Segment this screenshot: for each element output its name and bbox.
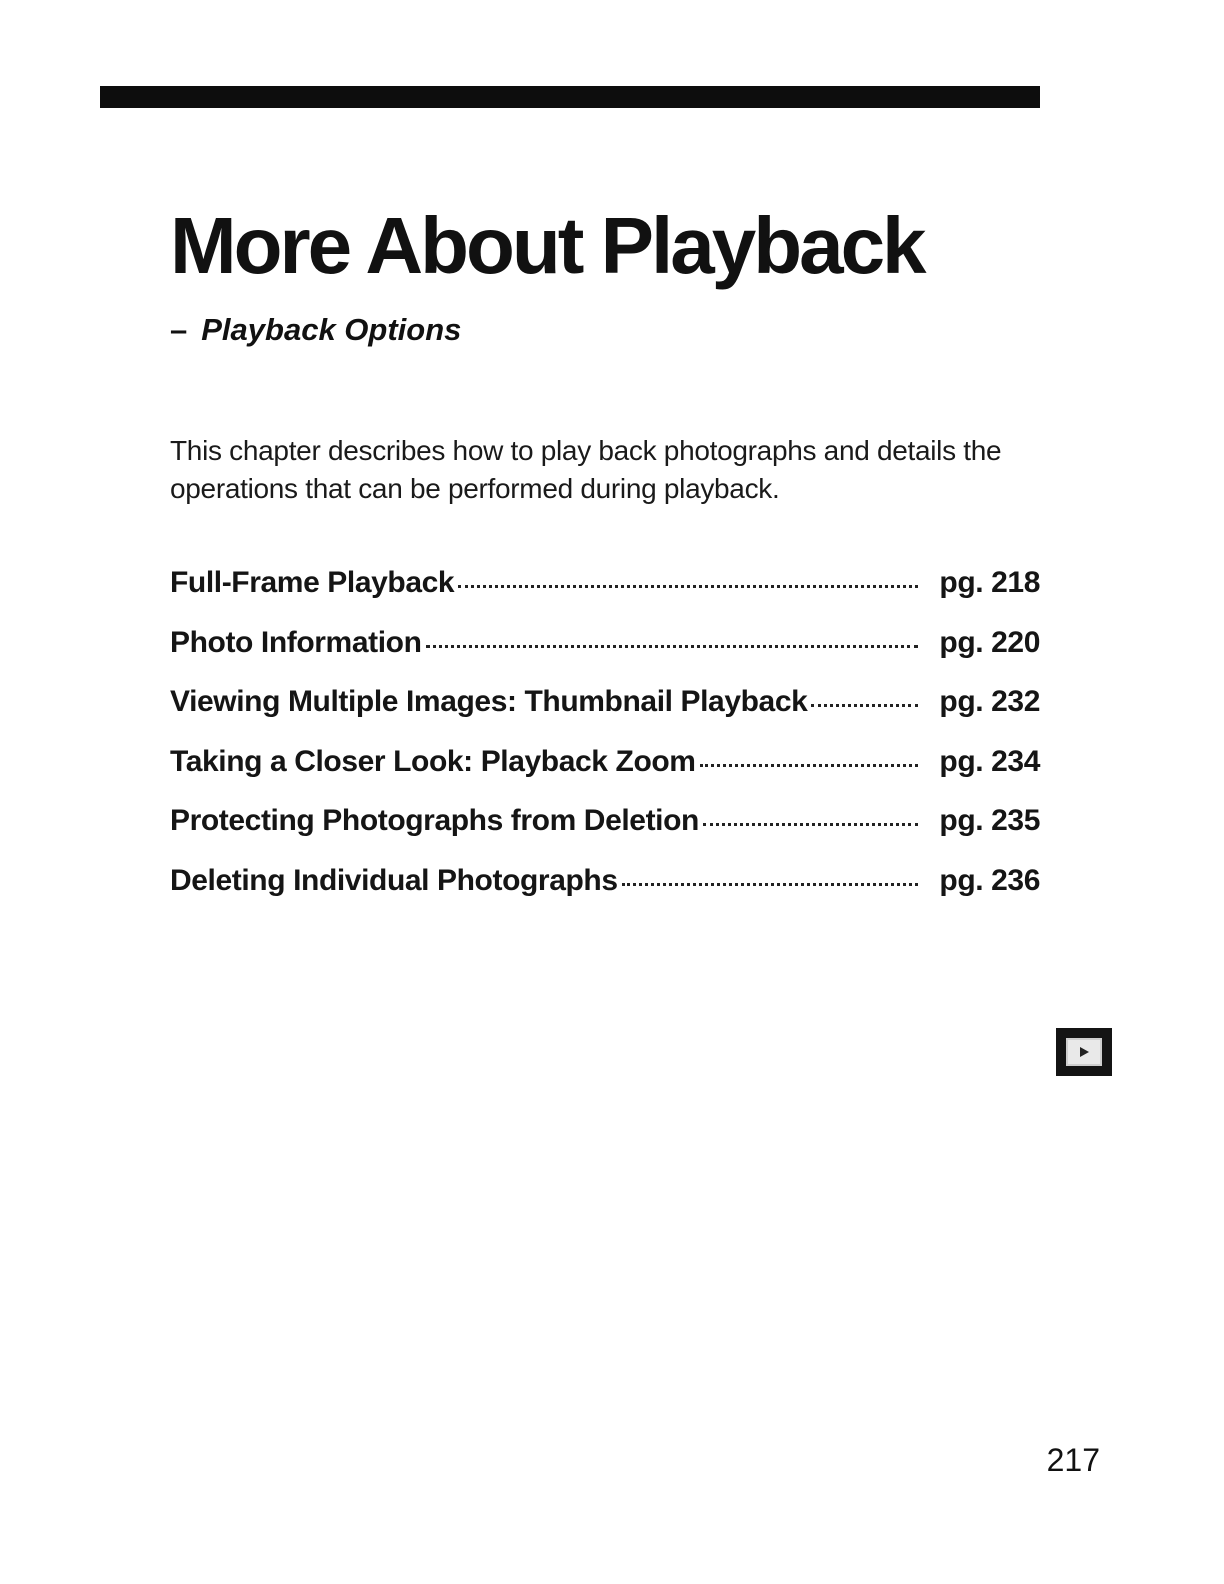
toc-entry-page: pg. 236	[939, 863, 1040, 897]
toc-entry[interactable]	[170, 685, 1040, 745]
toc-leader-dots	[622, 883, 918, 886]
toc-entry-title: Photo Information	[170, 625, 422, 659]
chapter-subtitle	[170, 314, 461, 345]
page-number: 217	[1046, 1442, 1100, 1478]
chapter-intro: This chapter describes how to play back photographs and details the operations that can be performed during playback.	[170, 435, 1002, 504]
toc-leader-dots	[811, 704, 918, 707]
toc-entry[interactable]	[170, 804, 1040, 864]
table-of-contents	[170, 566, 1040, 924]
toc-entry-page: pg. 234	[939, 744, 1040, 778]
playback-icon	[1066, 1038, 1102, 1066]
toc-leader-dots	[700, 764, 918, 767]
toc-entry-page: pg. 235	[939, 804, 1040, 838]
toc-entry-title: Protecting Photographs from Deletion	[170, 804, 699, 838]
play-triangle-icon	[1077, 1045, 1091, 1059]
toc-entry-page: pg. 232	[939, 685, 1040, 719]
toc-leader-dots	[426, 645, 919, 648]
playback-section-tab	[1056, 1028, 1112, 1076]
subtitle-text: Playback Options	[201, 312, 462, 347]
toc-entry-title: Taking a Closer Look: Playback Zoom	[170, 744, 696, 778]
toc-entry[interactable]	[170, 626, 1040, 686]
toc-entry-page: pg. 220	[939, 625, 1040, 659]
toc-entry-title: Full-Frame Playback	[170, 566, 455, 599]
toc-entry-page: pg. 218	[939, 566, 1040, 599]
subtitle-dash: –	[170, 312, 188, 347]
toc-leader-dots	[458, 585, 918, 588]
toc-entry[interactable]	[170, 864, 1040, 924]
toc-entry-title: Viewing Multiple Images: Thumbnail Playback	[170, 685, 808, 719]
toc-entry[interactable]	[170, 745, 1040, 805]
chapter-title: More About Playback	[170, 201, 924, 290]
chapter-header-bar	[100, 86, 1040, 108]
toc-leader-dots	[703, 823, 918, 826]
toc-entry-title: Deleting Individual Photographs	[170, 863, 618, 897]
toc-entry[interactable]	[170, 566, 1040, 626]
